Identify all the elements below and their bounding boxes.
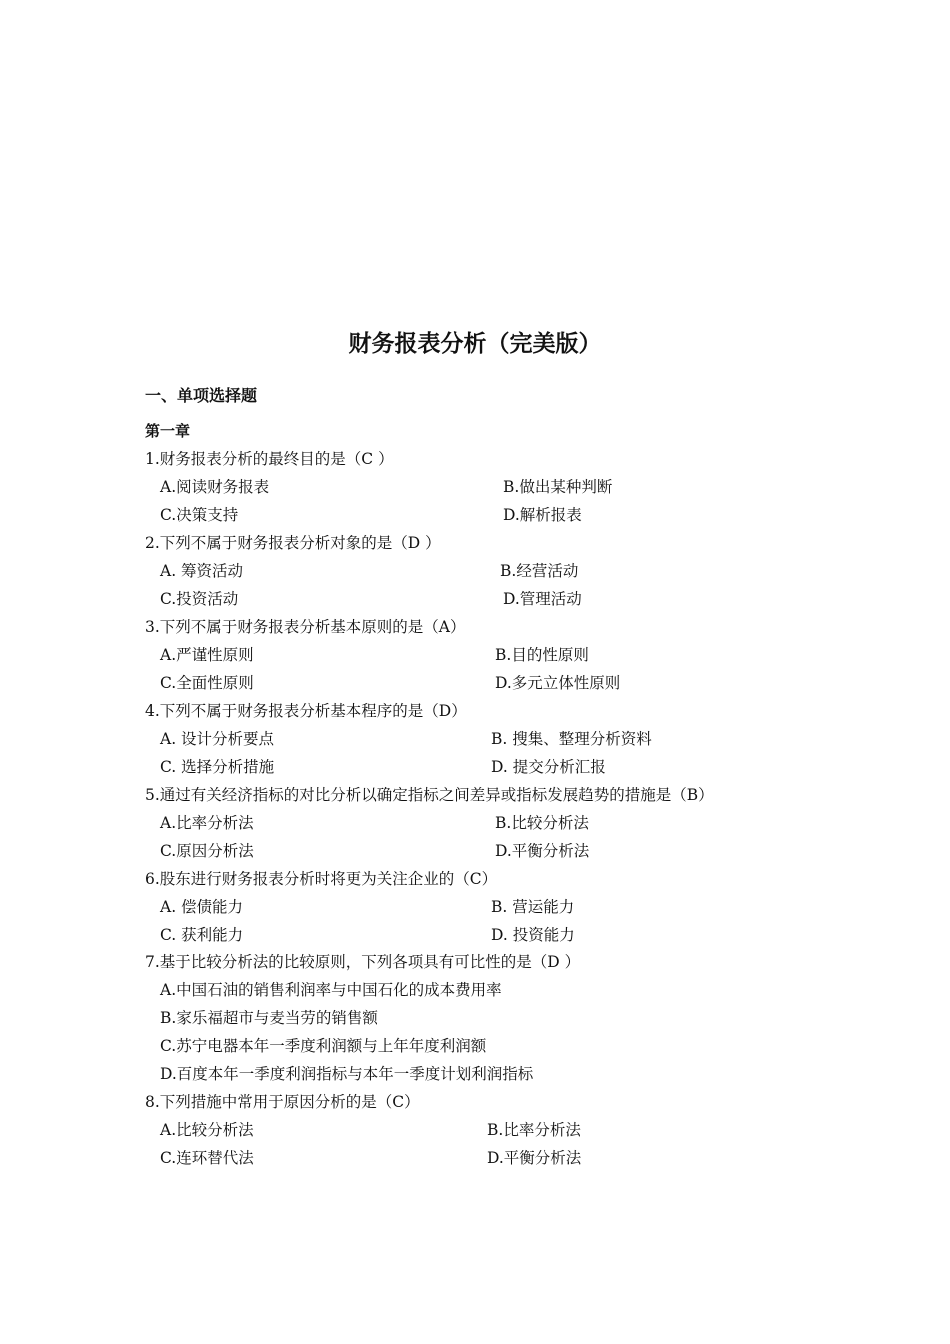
option-d: D.平衡分析法 <box>495 842 590 860</box>
option-a: A. 筹资活动 <box>160 562 244 580</box>
question-stem: 8.下列措施中常用于原因分析的是（C） <box>145 1093 420 1111</box>
option-a: A.中国石油的销售利润率与中国石化的成本费用率 <box>160 981 502 999</box>
option-b: B.目的性原则 <box>495 646 589 664</box>
option-a: A. 偿债能力 <box>160 898 244 916</box>
option-b: B.家乐福超市与麦当劳的销售额 <box>160 1009 378 1027</box>
section-heading: 一、单项选择题 <box>145 386 258 405</box>
option-b: B.经营活动 <box>500 562 579 580</box>
option-b: B. 搜集、整理分析资料 <box>491 730 652 748</box>
option-c: C. 获利能力 <box>160 926 244 944</box>
option-d: D.解析报表 <box>503 506 582 524</box>
question-stem: 2.下列不属于财务报表分析对象的是（D ） <box>145 534 441 552</box>
option-b: B.做出某种判断 <box>503 478 613 496</box>
option-c: C.原因分析法 <box>160 842 254 860</box>
option-d: D. 投资能力 <box>491 926 575 944</box>
question-stem: 5.通过有关经济指标的对比分析以确定指标之间差异或指标发展趋势的措施是（B） <box>145 786 714 804</box>
option-a: A.比率分析法 <box>160 814 254 832</box>
option-d: D.百度本年一季度利润指标与本年一季度计划利润指标 <box>160 1065 534 1083</box>
option-d: D. 提交分析汇报 <box>491 758 606 776</box>
question-stem: 4.下列不属于财务报表分析基本程序的是（D） <box>145 702 467 720</box>
question-stem: 1.财务报表分析的最终目的是（C ） <box>145 450 394 468</box>
option-c: C.连环替代法 <box>160 1149 254 1167</box>
question-stem: 6.股东进行财务报表分析时将更为关注企业的（C） <box>145 870 498 888</box>
option-a: A.比较分析法 <box>160 1121 254 1139</box>
option-d: D.管理活动 <box>503 590 582 608</box>
option-c: C.全面性原则 <box>160 674 254 692</box>
document-title: 财务报表分析（完美版） <box>348 330 602 357</box>
option-b: B. 营运能力 <box>491 898 575 916</box>
question-stem: 3.下列不属于财务报表分析基本原则的是（A） <box>145 618 466 636</box>
option-b: B.比率分析法 <box>487 1121 581 1139</box>
chapter-heading: 第一章 <box>145 422 191 440</box>
option-c: C. 选择分析措施 <box>160 758 275 776</box>
option-a: A.阅读财务报表 <box>160 478 270 496</box>
option-a: A. 设计分析要点 <box>160 730 275 748</box>
option-c: C.苏宁电器本年一季度利润额与上年年度利润额 <box>160 1037 487 1055</box>
option-d: D.平衡分析法 <box>487 1149 582 1167</box>
option-a: A.严谨性原则 <box>160 646 254 664</box>
option-c: C.决策支持 <box>160 506 239 524</box>
option-b: B.比较分析法 <box>495 814 589 832</box>
question-stem: 7.基于比较分析法的比较原则，下列各项具有可比性的是（D ） <box>145 953 581 971</box>
option-d: D.多元立体性原则 <box>495 674 621 692</box>
option-c: C.投资活动 <box>160 590 239 608</box>
